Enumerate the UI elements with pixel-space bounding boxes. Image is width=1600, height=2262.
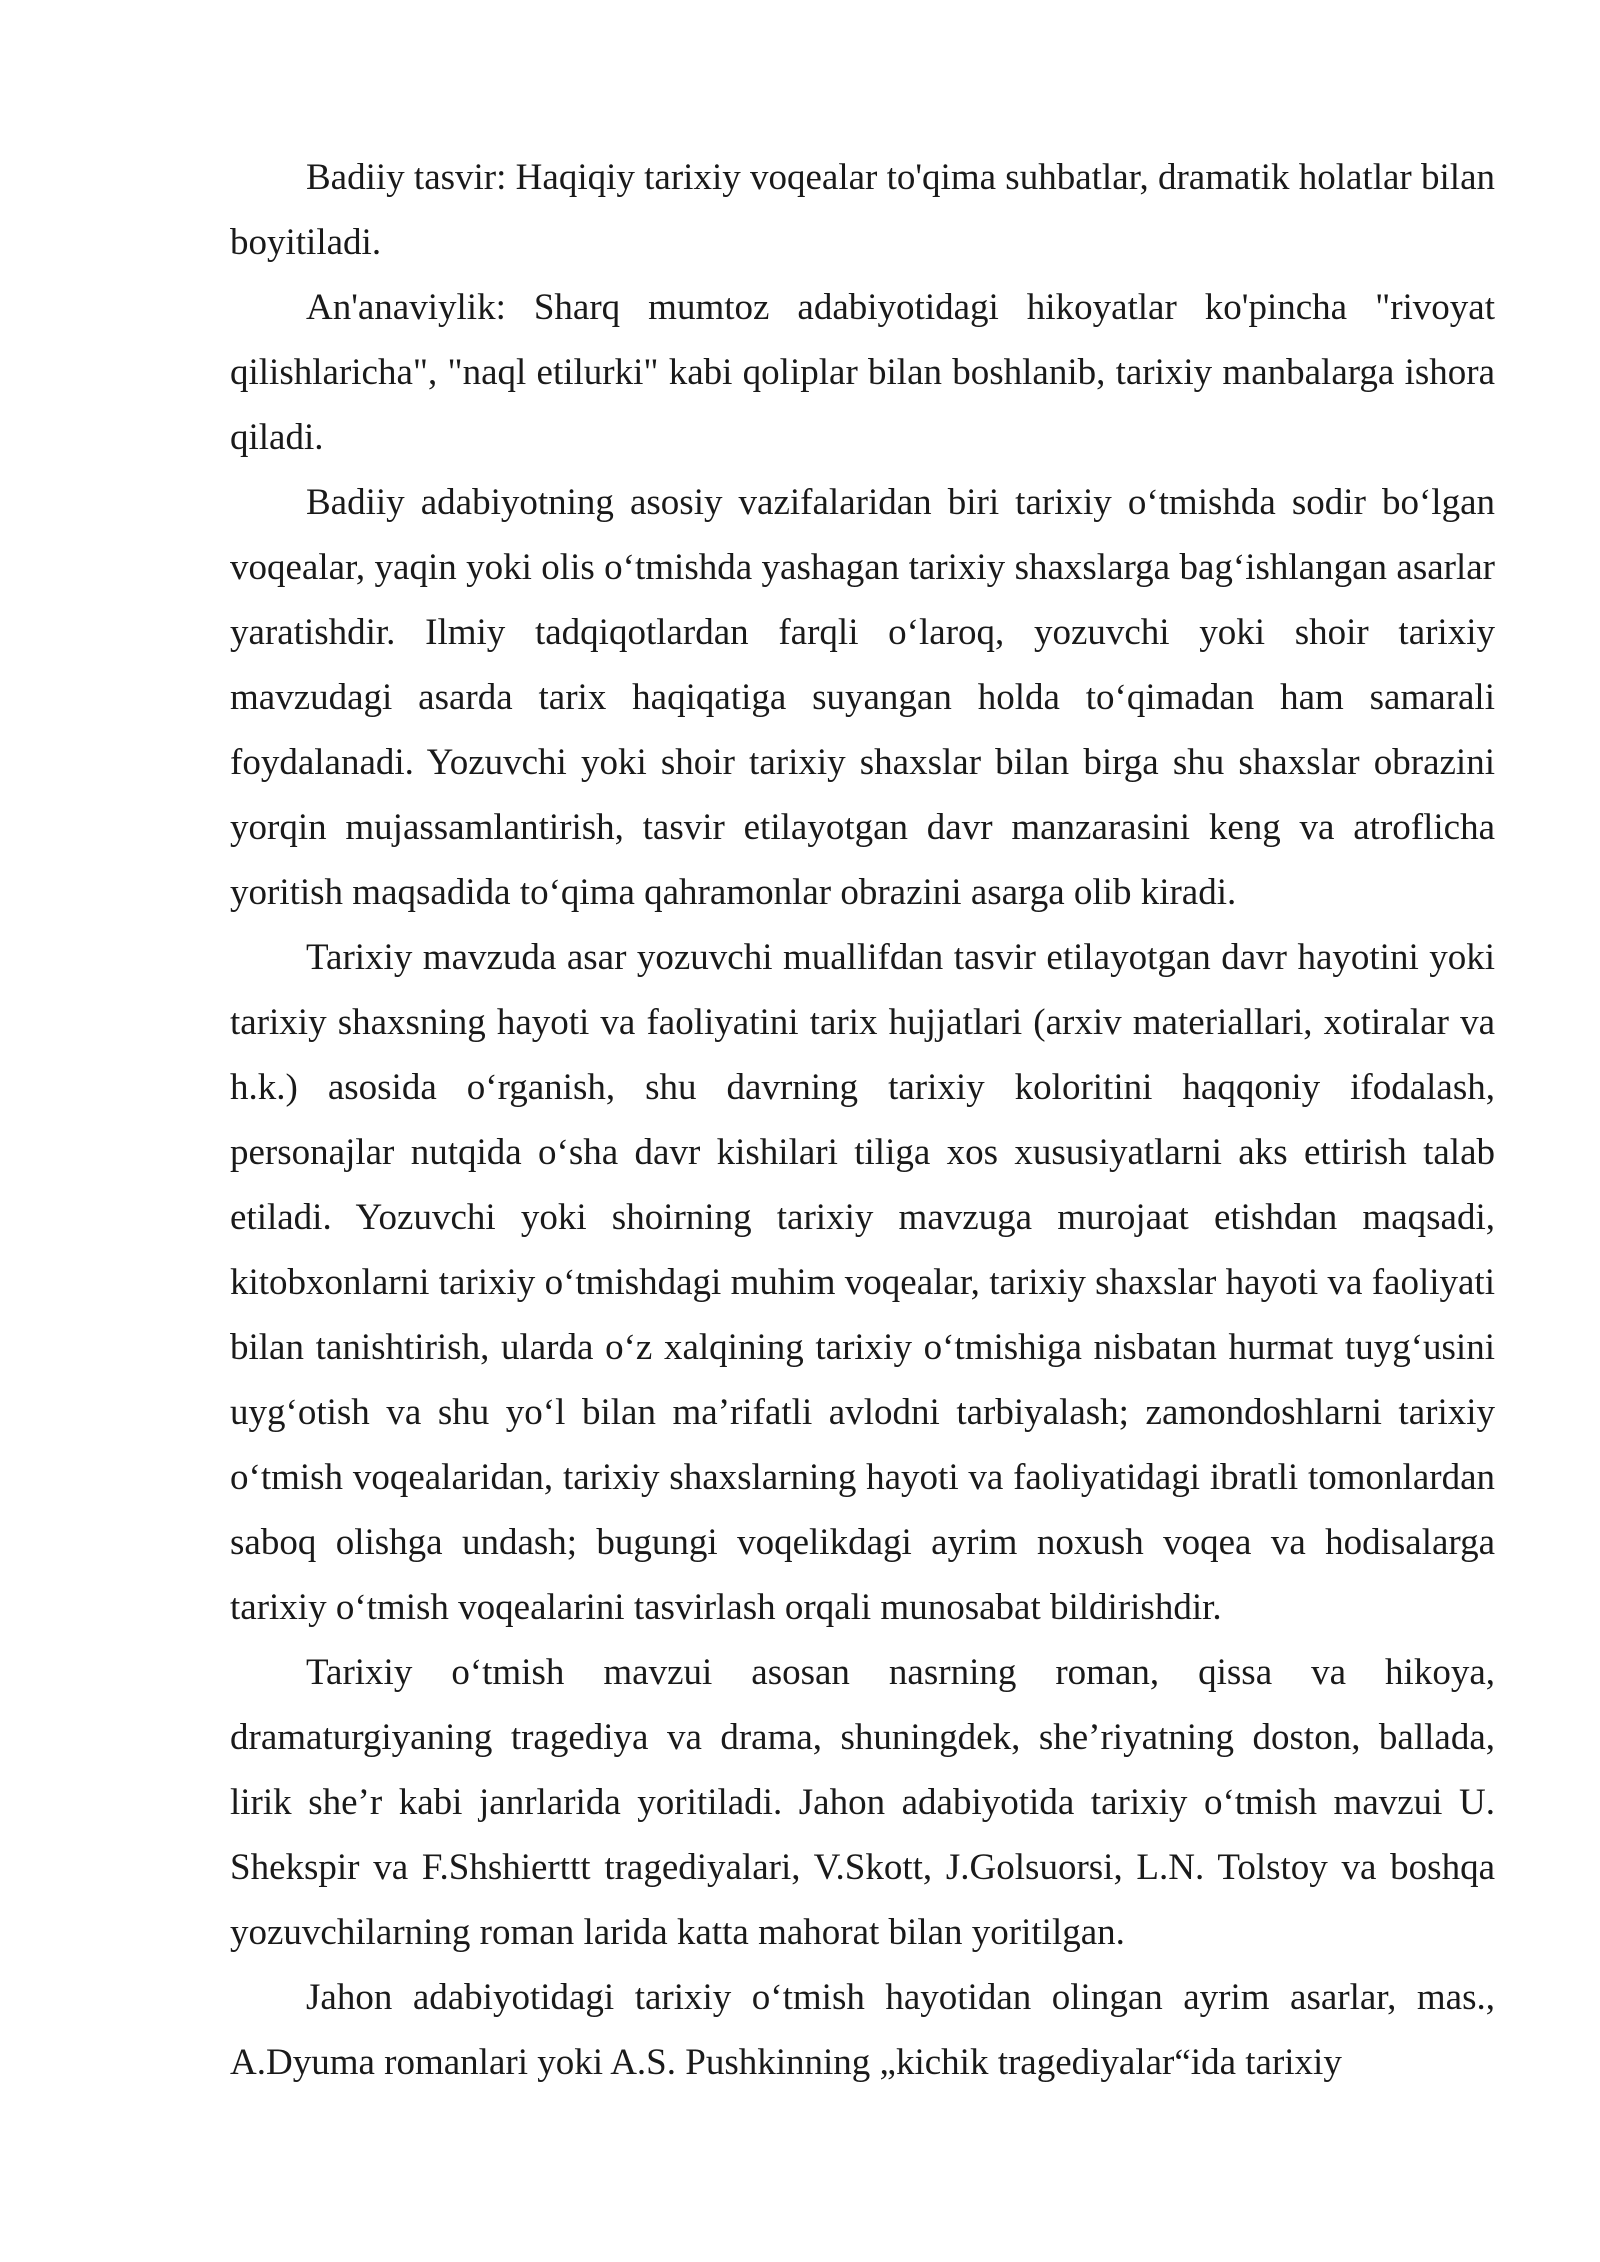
paragraph-ananaviylik: An'anaviylik: Sharq mumtoz adabiyotidagi hikoyatlar ko'pincha "rivoyat qilishlaricha", "naql etilurki" kabi qoliplar bilan boshlanib, tarixiy manbalarga ishora qiladi. <box>230 287 1495 458</box>
paragraph-tarixiy-mavzuda-asar: Tarixiy mavzuda asar yozuvchi muallifdan tasvir etilayotgan davr hayotini yoki tarixiy shaxsning hayoti va faoliyatini tarix hujjatlari (arxiv materiallari, xotiralar va h.k.) asosida o‘rganish, shu davrning tarixiy koloritini haqqoniy ifodalash, personajlar nutqida o‘sha davr kishilari tiliga xos xususiyatlarni aks ettirish talab etiladi. Yozuvchi yoki shoirning tarixiy mavzuga murojaat etishdan maqsadi, kitobxonlarni tarixiy o‘tmishdagi muhim voqealar, tarixiy shaxslar hayoti va faoliyati bilan tanishtirish, ularda o‘z xalqining tarixiy o‘tmishiga nisbatan hurmat tuyg‘usini uyg‘otish va shu yo‘l bilan ma’rifatli avlodni tarbiyalash; zamondoshlarni tarixiy o‘tmish voqealaridan, tarixiy shaxslarning hayoti va faoliyatidagi ibratli tomonlardan saboq olishga undash; bugungi voqelikdagi ayrim noxush voqea va hodisalarga tarixiy o‘tmish voqealarini tasvirlash orqali munosabat bildirishdir. <box>230 937 1495 1628</box>
paragraph-badiiy-tasvir: Badiiy tasvir: Haqiqiy tarixiy voqealar to'qima suhbatlar, dramatik holatlar bilan boyitiladi. <box>230 157 1495 263</box>
paragraph-tarixiy-otmish-mavzui: Tarixiy o‘tmish mavzui asosan nasrning roman, qissa va hikoya, dramaturgiyaning tragediya va drama, shuningdek, she’riyatning doston, ballada, lirik she’r kabi janrlarida yoritiladi. Jahon adabiyotida tarixiy o‘tmish mavzui U. Shekspir va F.Shshierttt tragediyalari, V.Skott, J.Golsuorsi, L.N. Tolstoy va boshqa yozuvchilarning roman larida katta mahorat bilan yoritilgan. <box>230 1652 1495 1953</box>
paragraph-jahon-adabiyotidagi: Jahon adabiyotidagi tarixiy o‘tmish hayotidan olingan ayrim asarlar, mas., A.Dyuma romanlari yoki A.S. Pushkinning „kichik tragediyalar“ida tarixiy <box>230 1977 1495 2083</box>
document-page <box>230 145 1495 2095</box>
paragraph-badiiy-adabiyot-vazifalari: Badiiy adabiyotning asosiy vazifalaridan biri tarixiy o‘tmishda sodir bo‘lgan voqealar, yaqin yoki olis o‘tmishda yashagan tarixiy shaxslarga bag‘ishlangan asarlar yaratishdir. Ilmiy tadqiqotlardan farqli o‘laroq, yozuvchi yoki shoir tarixiy mavzudagi asarda tarix haqiqatiga suyangan holda to‘qimadan ham samarali foydalanadi. Yozuvchi yoki shoir tarixiy shaxslar bilan birga shu shaxslar obrazini yorqin mujassamlantirish, tasvir etilayotgan davr manzarasini keng va atroflicha yoritish maqsadida to‘qima qahramonlar obrazini asarga olib kiradi. <box>230 482 1495 913</box>
